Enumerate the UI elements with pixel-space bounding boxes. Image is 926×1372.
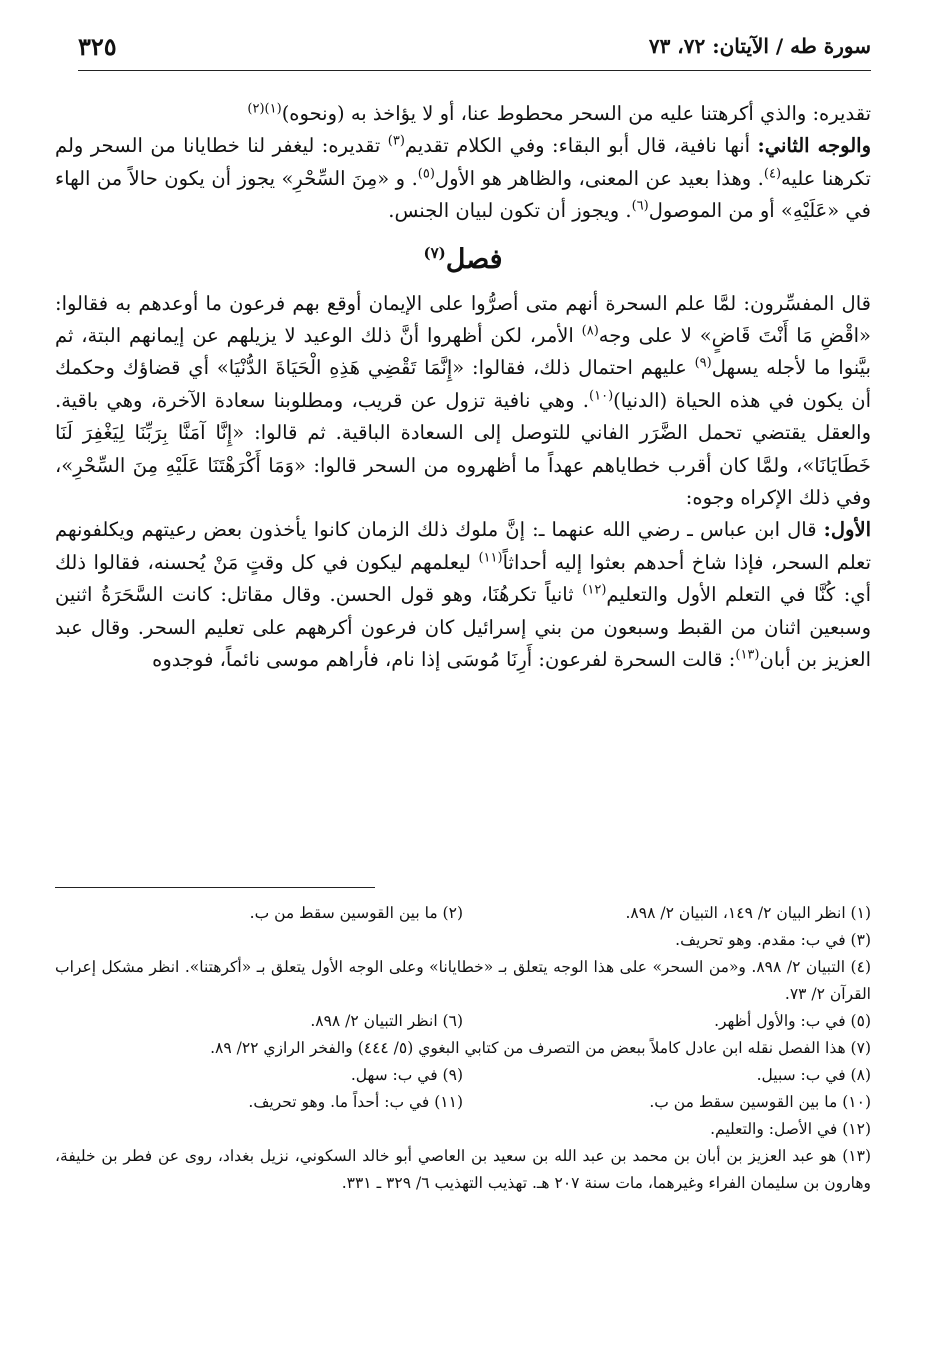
paragraph-text: . وهذا بعيد عن المعنى، والظاهر هو الأول	[434, 166, 764, 190]
footnote-1: (١) انظر البيان ٢/ ١٤٩، التبيان ٢/ ٨٩٨.	[625, 904, 871, 922]
footnote-ref: (٤)	[763, 166, 782, 182]
footnote-ref: (٦)	[631, 198, 649, 214]
footnote-ref: (١٢)	[582, 582, 607, 598]
page-number: ٣٢٥	[78, 32, 117, 61]
footnote-9: (٩) في ب: سهل.	[350, 1066, 463, 1084]
paragraph-text: قال المفسِّرون: لمَّا علم السحرة أنهم متى أصرُّوا على الإيمان أوقع بهم فرعون ما أوعدهم به فقالوا: «اقْضِ مَا أَنْتَ قَاضٍ» لا على وجه	[55, 291, 871, 348]
paragraph-text: . و «مِنَ السِّحْرِ» يجوز أن يكون حالاً من الهاء في «عَلَيْهِ» أو من الموصول	[55, 166, 871, 223]
footnote-row	[55, 1062, 871, 1089]
section-label: والوجه الثاني:	[757, 134, 871, 158]
footnote-4: (٤) التبيان ٢/ ٨٩٨. و«من السحر» على هذا الوجه يتعلق بـ «خطايانا» وعلى الوجه الأول يتعلق بـ «أكرهتنا». انظر مشكل إعراب القرآن ٢/ ٧٣.	[55, 958, 871, 1003]
footnote-ref: (١١)	[478, 550, 503, 566]
paragraph-text: أنها نافية، قال أبو البقاء: وفي الكلام تقديم	[404, 134, 758, 158]
paragraph-text: عليهم احتمال ذلك، فقالوا: «إِنَّمَا تَقْضِي هَذِهِ الْحَيَاةَ الدُّنْيَا» أي قضاؤك وحكمك أن يكون في هذه الحياة (الدنيا)	[55, 356, 872, 412]
paragraph-3	[55, 288, 871, 515]
main-text	[55, 98, 871, 677]
paragraph-text: . وهي نافية تزول عن قريب، ومطلوبنا سعادة الآخرة، وهي باقية. والعقل يقتضي تحمل الضَّرَر الفاني للتوصل إلى السعادة الباقية. ثم قالوا: «إِنَّا آمَنَّا بِرَبِّنَا لِيَغْفِرَ لَنَا خَطَايَانَا»، ولمَّا كان أقرب خطاياهم عهداً ما أظهروه من السحر قالوا: «وَمَا أَكْرَهْتَنَا عَلَيْهِ مِنَ السِّحْرِ»، وفي ذلك الإكراه وجوه:	[55, 388, 871, 510]
paragraph-4	[55, 514, 871, 676]
heading-text: فصل	[445, 243, 503, 275]
page-header	[78, 30, 871, 71]
paragraph-text: قال ابن عباس ـ رضي الله عنهما ـ: إنَّ ملوك ذلك الزمان كانوا يأخذون بعض رعيتهم ويكلفونهم تعلم السحر، فإذا شاخ أحدهم بعثوا إليه أحداثاً	[55, 518, 872, 574]
footnote-ref: (١٠)	[589, 388, 614, 404]
footnote-11: (١١) في ب: أحداً ما. وهو تحريف.	[248, 1093, 463, 1111]
section-heading	[55, 240, 871, 280]
footnote-2: (٢) ما بين القوسين سقط من ب.	[249, 904, 463, 922]
footnote-3: (٣) في ب: مقدم. وهو تحريف.	[675, 931, 871, 949]
paragraph-1	[55, 98, 871, 130]
footnotes	[55, 900, 871, 1197]
footnote-8: (٨) في ب: سبيل.	[756, 1066, 871, 1084]
footnote-divider	[55, 887, 375, 888]
footnote-7: (٧) هذا الفصل نقله ابن عادل كاملاً ببعض من التصرف من كتابي البغوي (٥/ ٤٤٤) والفخر الرازي ٢٢/ ٨٩.	[210, 1039, 871, 1057]
footnote-6: (٦) انظر التبيان ٢/ ٨٩٨.	[310, 1012, 463, 1030]
paragraph-text: تقديره: ليغفر لنا خطايانا من السحر ولم تكرهنا عليه	[55, 134, 871, 190]
footnote-ref: (٥)	[417, 166, 435, 182]
footnote-row	[55, 900, 871, 927]
paragraph-text: : قالت السحرة لفرعون: أَرِنَا مُوسَى إذا نام، فأراهم موسى نائماً، فوجدوه	[152, 648, 736, 672]
paragraph-text: تقديره: والذي أكرهتنا عليه من السحر محطوط عنا، أو لا يؤاخذ به (ونحوه)	[281, 102, 871, 125]
paragraph-text: الأمر، لكن أظهروا أنَّ ذلك الوعيد لا يزيلهم عن إيمانهم البتة، ثم بيَّنوا ما لأجله يسهل	[55, 324, 871, 380]
footnote-row	[55, 1008, 871, 1035]
paragraph-text: . ويجوز أن تكون لبيان الجنس.	[388, 199, 632, 223]
footnote-12: (١٢) في الأصل: والتعليم.	[710, 1120, 871, 1138]
footnote-ref: (٨)	[581, 323, 599, 339]
footnote-ref: (١)(٢)	[247, 101, 282, 117]
footnote-ref: (٧)	[423, 243, 446, 262]
section-label: الأول:	[823, 518, 871, 542]
footnote-row	[55, 1089, 871, 1116]
footnote-ref: (٣)	[387, 133, 405, 149]
paragraph-text: ليعلمهم ليكون في كل وقتٍ مَنْ يُحسنه، فقالوا ذلك أي: كُنَّا في التعلم الأول والتعليم	[55, 550, 871, 607]
footnote-5: (٥) في ب: والأول أظهر.	[714, 1012, 871, 1030]
footnote-ref: (١٣)	[735, 647, 760, 663]
surah-title: سورة طه / الآيتان: ٧٢، ٧٣	[648, 34, 871, 58]
footnote-10: (١٠) ما بين القوسين سقط من ب.	[649, 1093, 871, 1111]
paragraph-2	[55, 130, 871, 227]
footnote-ref: (٩)	[694, 355, 712, 371]
paragraph-text: ثانياً تكرهُنَا، وهو قول الحسن. وقال مقاتل: كانت السَّحَرَةُ اثنين وسبعين اثنان من القبط وسبعون من بني إسرائيل كان فرعون أكرههم على تعليم السحر. وقال عبد العزيز بن أبان	[55, 583, 871, 672]
footnote-13: (١٣) هو عبد العزيز بن أبان بن محمد بن عبد الله بن سعيد بن العاصي أبو خالد السكوني، نزيل بغداد، روى عن فطر بن خليفة، وهارون بن سليمان الفراء وغيرهما، مات سنة ٢٠٧ هـ. تهذيب التهذيب ٦/ ٣٢٩ ـ ٣٣١.	[55, 1147, 871, 1192]
